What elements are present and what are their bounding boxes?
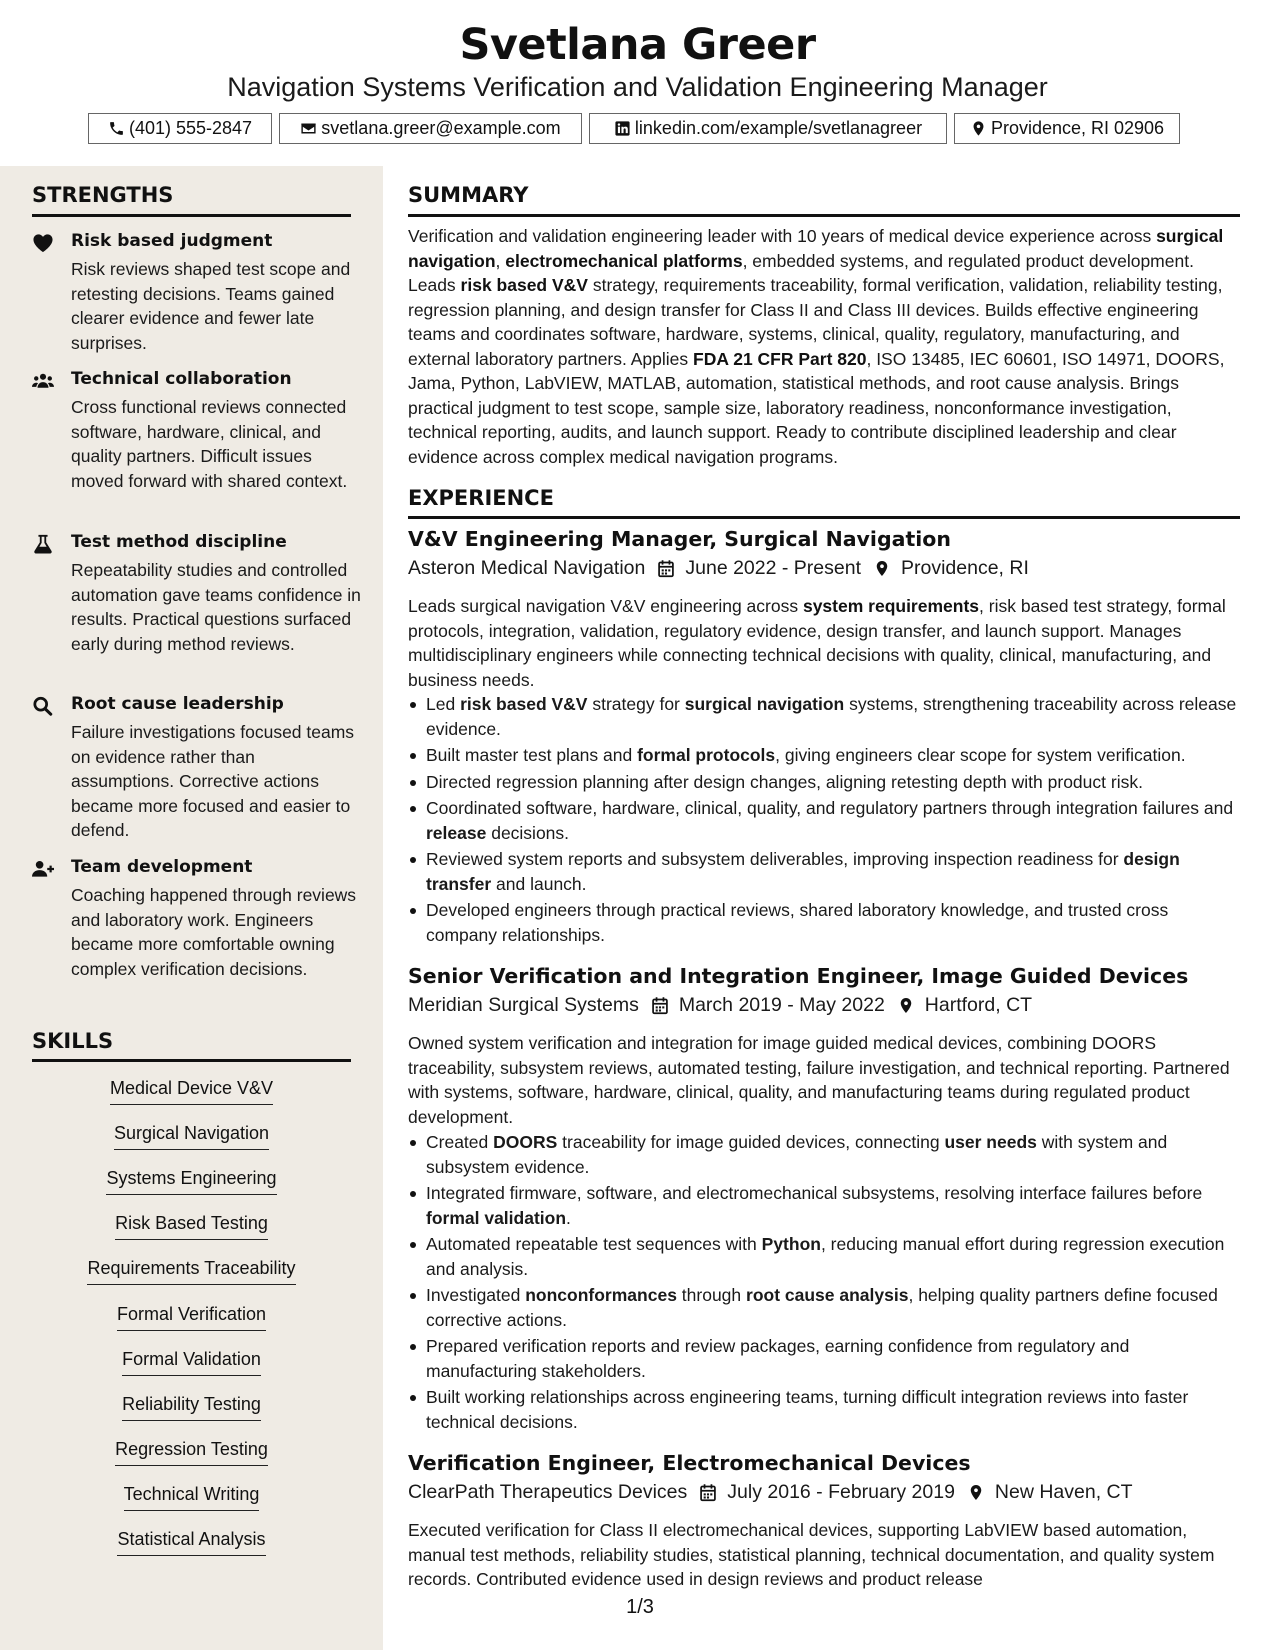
job-company: Meridian Surgical Systems <box>408 994 639 1016</box>
job-company: Asteron Medical Navigation <box>408 557 646 579</box>
candidate-title: Navigation Systems Verification and Validation Engineering Manager <box>227 72 1048 102</box>
bullet-item: Built working relationships across engineering teams, turning difficult integration reviews into faster technical decisions. <box>408 1385 1240 1434</box>
search-icon <box>32 696 54 716</box>
job-title: Senior Verification and Integration Engineer, Image Guided Devices <box>408 964 1189 988</box>
job-bullets <box>408 1130 1240 1436</box>
job-dates: July 2016 - February 2019 <box>727 1481 955 1503</box>
flask-icon <box>32 534 54 554</box>
job-description: Owned system verification and integration for image guided medical devices, combining DOORS traceability, subsystem reviews, automated testing, failure investigation, and technical reporting. Partnered with systems, software, hardware, clinical, quality, and manufacturing teams during regulated product development. <box>408 1033 1230 1127</box>
contact-linkedin[interactable] <box>589 113 947 144</box>
contact-location <box>954 113 1180 144</box>
linkedin-text: linkedin.com/example/svetlanagreer <box>634 118 923 138</box>
resume-header <box>0 0 1275 166</box>
skill-tag: Reliability Testing <box>0 1394 383 1421</box>
skills-divider <box>32 1059 351 1062</box>
envelope-icon <box>300 120 317 137</box>
job-dates: June 2022 - Present <box>685 557 861 579</box>
email-text: svetlana.greer@example.com <box>321 118 561 138</box>
heart-icon <box>32 233 54 253</box>
strength-text: Risk reviews shaped test scope and retesting decisions. Teams gained clearer evidence and fewer late surprises. <box>71 259 351 353</box>
map-pin-icon <box>967 1483 985 1502</box>
skill-tag: Requirements Traceability <box>0 1258 383 1285</box>
skill-tag: Statistical Analysis <box>0 1529 383 1556</box>
skill-tag: Risk Based Testing <box>0 1213 383 1240</box>
candidate-name: Svetlana Greer <box>459 20 816 70</box>
job-title: Verification Engineer, Electromechanical Devices <box>408 1451 971 1475</box>
job-description: Executed verification for Class II electromechanical devices, supporting LabVIEW based automation, manual test methods, reliability studies, statistical planning, technical documentation, and quality system records. Contributed evidence used in design reviews and product release <box>408 1520 1215 1589</box>
strength-title: Team development <box>71 857 253 877</box>
skill-tag: Formal Validation <box>0 1349 383 1376</box>
bullet-item: Developed engineers through practical reviews, shared laboratory knowledge, and trusted cross company relationships. <box>408 898 1240 947</box>
bullet-item: Led risk based V&V strategy for surgical navigation systems, strengthening traceability across release evidence. <box>408 692 1240 741</box>
job-meta <box>408 994 1032 1017</box>
bullet-item: Investigated nonconformances through root cause analysis, helping quality partners define focused corrective actions. <box>408 1283 1240 1332</box>
job-description: Leads surgical navigation V&V engineering across system requirements, risk based test strategy, formal protocols, integration, validation, regulatory evidence, design transfer, and launch support. Manages multidisciplinary engineers while connecting technical decisions with quality, clinical, manufacturing, and business needs. <box>408 596 1226 690</box>
skill-tag: Systems Engineering <box>0 1168 383 1195</box>
bullet-item: Created DOORS traceability for image guided devices, connecting user needs with system and subsystem evidence. <box>408 1130 1240 1179</box>
bullet-item: Directed regression planning after design changes, aligning retesting depth with product risk. <box>408 770 1240 795</box>
location-text: Providence, RI 02906 <box>990 118 1165 138</box>
job-location: New Haven, CT <box>994 1481 1133 1503</box>
experience-divider <box>408 516 1240 519</box>
phone-text: (401) 555-2847 <box>128 118 253 138</box>
skills-heading: SKILLS <box>32 1029 114 1053</box>
strength-text: Cross functional reviews connected software, hardware, clinical, and quality partners. Difficult issues moved forward with shared context. <box>71 397 348 491</box>
bullet-item: Automated repeatable test sequences with Python, reducing manual effort during regression execution and analysis. <box>408 1232 1240 1281</box>
phone-icon <box>108 120 125 137</box>
map-pin-icon <box>897 996 915 1015</box>
strength-title: Risk based judgment <box>71 231 273 251</box>
job-meta <box>408 557 1029 580</box>
summary-divider <box>408 214 1240 217</box>
strength-title: Technical collaboration <box>71 369 292 389</box>
job-location: Hartford, CT <box>924 994 1033 1016</box>
skill-tag: Surgical Navigation <box>0 1123 383 1150</box>
linkedin-icon <box>614 120 631 137</box>
summary-heading: SUMMARY <box>408 183 529 207</box>
bullet-item: Integrated firmware, software, and electromechanical subsystems, resolving interface failures before formal validation. <box>408 1181 1240 1230</box>
calendar-icon <box>699 1483 717 1502</box>
skill-tag: Regression Testing <box>0 1439 383 1466</box>
contact-bar <box>0 113 1275 145</box>
map-pin-icon <box>873 559 891 578</box>
page-number: 1/3 <box>626 1596 654 1618</box>
skill-tag: Formal Verification <box>0 1304 383 1331</box>
skill-tag: Technical Writing <box>0 1484 383 1511</box>
strength-text: Coaching happened through reviews and laboratory work. Engineers became more comfortable owning complex verification decisions. <box>71 885 357 979</box>
strength-text: Failure investigations focused teams on evidence rather than assumptions. Corrective actions became more focused and easier to defend. <box>71 722 355 840</box>
strengths-divider <box>32 214 351 217</box>
strength-text: Repeatability studies and controlled automation gave teams confidence in results. Practical questions surfaced early during method reviews. <box>71 560 361 654</box>
bullet-item: Prepared verification reports and review packages, earning confidence from regulatory and manufacturing stakeholders. <box>408 1334 1240 1383</box>
job-dates: March 2019 - May 2022 <box>678 994 885 1016</box>
users-icon <box>32 371 54 391</box>
bullet-item: Built master test plans and formal protocols, giving engineers clear scope for system verification. <box>408 743 1240 768</box>
bullet-item: Coordinated software, hardware, clinical, quality, and regulatory partners through integration failures and release decisions. <box>408 796 1240 845</box>
calendar-icon <box>651 996 669 1015</box>
strengths-heading: STRENGTHS <box>32 183 174 207</box>
job-location: Providence, RI <box>901 557 1029 579</box>
strength-title: Root cause leadership <box>71 694 284 714</box>
bullet-item: Reviewed system reports and subsystem deliverables, improving inspection readiness for design transfer and launch. <box>408 847 1240 896</box>
experience-heading: EXPERIENCE <box>408 486 554 510</box>
summary-text: Verification and validation engineering leader with 10 years of medical device experience across surgical navigation, electromechanical platforms, embedded systems, and regulated product development. Leads risk based V&V strategy, requirements traceability, formal verification, validation, reliability testing, regression planning, and design transfer for Class II and Class III devices. Builds effective engineering teams and coordinates software, hardware, systems, clinical, quality, regulatory, manufacturing, and external laboratory partners. Applies FDA 21 CFR Part 820, ISO 13485, IEC 60601, ISO 14971, DOORS, Jama, Python, LabVIEW, MATLAB, automation, statistical methods, and root cause analysis. Brings practical judgment to test scope, sample size, laboratory readiness, nonconformance investigation, technical reporting, audits, and launch support. Ready to contribute disciplined leadership and clear evidence across complex medical navigation programs. <box>408 226 1225 467</box>
job-bullets <box>408 692 1240 949</box>
calendar-icon <box>657 559 675 578</box>
skill-tag: Medical Device V&V <box>0 1078 383 1105</box>
job-company: ClearPath Therapeutics Devices <box>408 1481 688 1503</box>
strength-title: Test method discipline <box>71 532 287 552</box>
contact-email[interactable] <box>279 113 582 144</box>
map-pin-icon <box>970 120 987 137</box>
contact-phone[interactable] <box>88 113 272 144</box>
user-plus-icon <box>32 859 54 879</box>
job-title: V&V Engineering Manager, Surgical Navigation <box>408 527 951 551</box>
job-meta <box>408 1481 1133 1504</box>
